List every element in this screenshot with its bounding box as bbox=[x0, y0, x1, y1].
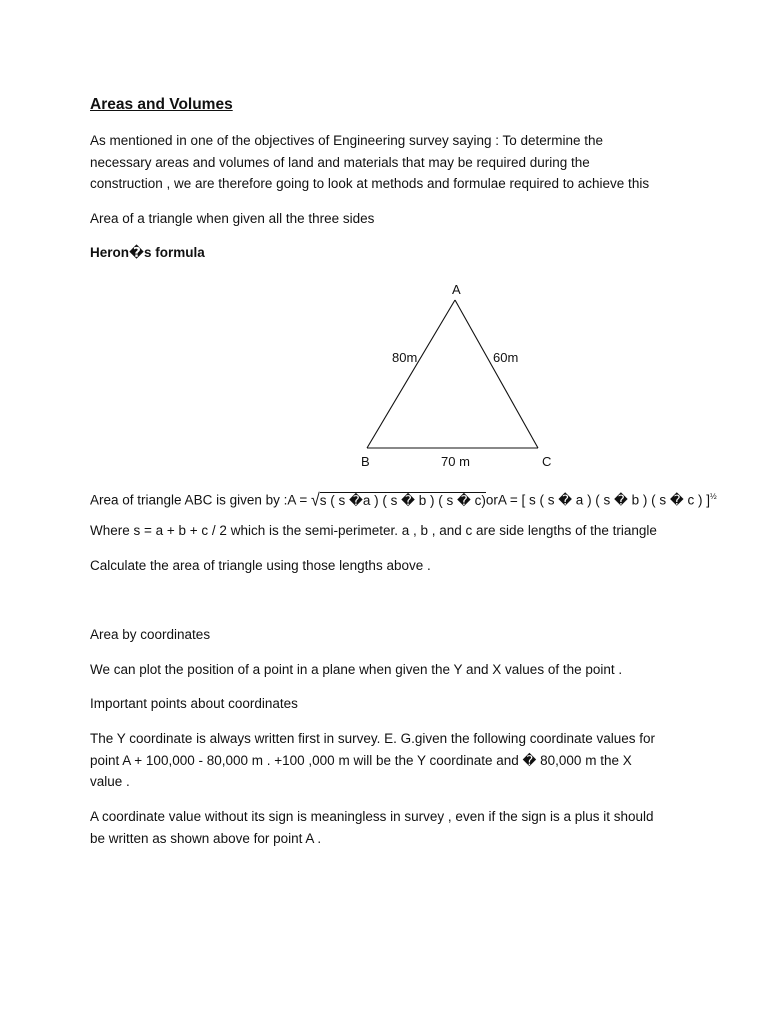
intro-line: As mentioned in one of the objectives of Engineering survey saying : To determine the bbox=[90, 133, 604, 148]
y-coordinate-paragraph bbox=[90, 728, 690, 793]
y-coordinate-line: The Y coordinate is always written first in survey. E. G.given the following coordinate values for bbox=[90, 731, 656, 746]
side-label-ac: 60m bbox=[493, 350, 519, 365]
formula-radicand: s ( s �a ) ( s � b ) ( s � c) bbox=[319, 492, 486, 508]
formula-alternative: orA = [ s ( s � a ) ( s � b ) ( s � c ) ] bbox=[485, 492, 710, 508]
intro-line: necessary areas and volumes of land and materials that may be required during the bbox=[90, 154, 590, 170]
side-label-ab: 80m bbox=[392, 350, 418, 365]
sign-note-line: be written as shown above for point A . bbox=[90, 830, 322, 846]
y-coordinate-line: value . bbox=[90, 774, 130, 789]
intro-line: construction , we are therefore going to look at methods and formulae required to achieve this bbox=[90, 176, 650, 191]
sign-note-line: A coordinate value without its sign is meaningless in survey , even if the sign is a plus it should bbox=[90, 809, 654, 824]
formula-prefix: Area of triangle ABC is given by :A = bbox=[90, 492, 311, 508]
triangle-side-ab bbox=[367, 300, 455, 448]
triangle-side-ac bbox=[455, 300, 538, 448]
coordinates-heading: Area by coordinates bbox=[90, 627, 211, 642]
important-points-heading: Important points about coordinates bbox=[90, 696, 298, 711]
herons-formula-heading: Heron�s formula bbox=[90, 245, 205, 260]
coordinates-plot-text: We can plot the position of a point in a plane when given the Y and X values of the point . bbox=[90, 662, 623, 677]
side-label-bc: 70 m bbox=[441, 454, 470, 469]
triangle-intro-text: Area of a triangle when given all the three sides bbox=[90, 211, 375, 226]
vertex-label-c: C bbox=[542, 454, 552, 469]
vertex-label-b: B bbox=[361, 454, 370, 469]
intro-paragraph bbox=[90, 130, 690, 195]
sign-note-paragraph bbox=[90, 806, 690, 849]
y-coordinate-line: point A + 100,000 - 80,000 m . +100 ,000 m will be the Y coordinate and � 80,000 m the X bbox=[90, 752, 632, 768]
square-root-symbol: √ bbox=[311, 490, 320, 510]
page-title: Areas and Volumes bbox=[90, 96, 233, 113]
semi-perimeter-text: Where s = a + b + c / 2 which is the semi-perimeter. a , b , and c are side lengths of the triangle bbox=[90, 523, 657, 538]
herons-formula bbox=[90, 486, 717, 511]
vertex-label-a: A bbox=[452, 282, 461, 297]
triangle-diagram bbox=[0, 280, 768, 480]
calculate-instruction: Calculate the area of triangle using those lengths above . bbox=[90, 558, 431, 573]
formula-exponent: ½ bbox=[710, 492, 717, 501]
